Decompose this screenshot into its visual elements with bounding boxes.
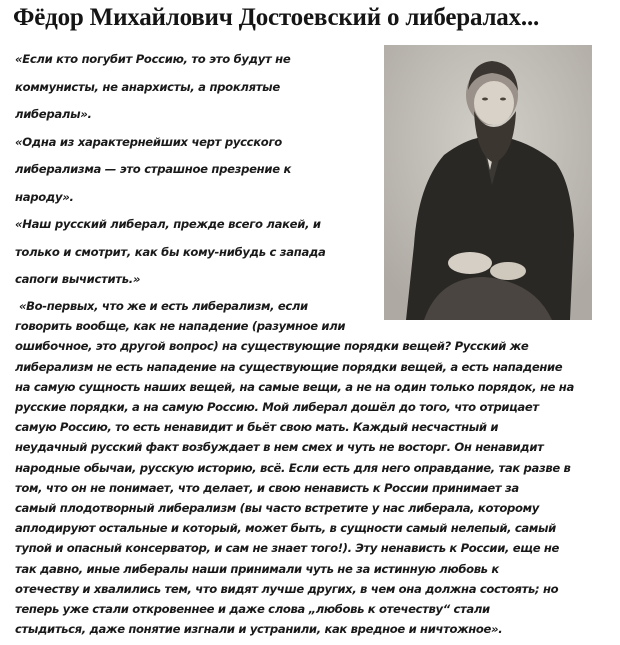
paragraph-line: том, что он не понимает, что делает, и свою ненависть к России принимает за bbox=[15, 480, 519, 495]
quote-line: «Наш русский либерал, прежде всего лакей, и bbox=[15, 217, 321, 231]
paragraph-line: отечеству и хвалились тем, что видят лучше других, в чем она должна состоять; но bbox=[15, 581, 559, 596]
paragraph-line: русские порядки, а на самую Россию. Мой либерал дошёл до того, что отрицает bbox=[15, 400, 539, 415]
paragraph-line: аплодируют остальные и который, может быть, в сущности самый нелепый, самый bbox=[15, 521, 556, 536]
paragraph-line: тупой и опасный консерватор, и сам не знает того!). Эту ненависть к России, еще не bbox=[15, 541, 560, 556]
paragraph-line: самый плодотворный либерализм (вы часто встретите у нас либерала, которому bbox=[15, 501, 539, 516]
paragraph-line: народные обычаи, русскую историю, всё. Если есть для него оправдание, так разве в bbox=[15, 460, 571, 475]
quote-line: народу». bbox=[15, 189, 74, 204]
quote-line: «Одна из характернейших черт русского bbox=[15, 134, 282, 149]
short-quotes-block bbox=[15, 46, 375, 294]
long-quote-paragraph bbox=[15, 296, 615, 639]
quote-line: только и смотрит, как бы кому-нибудь с запада bbox=[15, 244, 326, 259]
portrait-figure-icon bbox=[384, 45, 592, 320]
quote-line: либерализма — это страшное презрение к bbox=[15, 162, 292, 176]
paragraph-line: теперь уже стали откровеннее и даже слова „любовь к отечеству“ стали bbox=[15, 602, 490, 617]
paragraph-line: самую Россию, то есть ненавидит и бьёт свою мать. Каждый несчастный и bbox=[15, 420, 499, 435]
paragraph-line: ошибочное, это другой вопрос) на существующие порядки вещей? Русский же bbox=[15, 339, 529, 354]
paragraph-line: на самую сущность наших вещей, на самые вещи, а не на один только порядок, не на bbox=[15, 379, 574, 394]
portrait-photo bbox=[384, 45, 592, 320]
quote-line: либералы». bbox=[15, 107, 92, 121]
quote-line: коммунисты, не анархисты, а проклятые bbox=[15, 79, 280, 94]
paragraph-line: «Во-первых, что же и есть либерализм, если bbox=[19, 299, 308, 313]
page-title: Фёдор Михайлович Достоевский о либералах... bbox=[13, 4, 540, 31]
paragraph-line: стыдиться, даже понятие изгнали и устранили, как вредное и ничтожное». bbox=[15, 622, 503, 637]
paragraph-line: так давно, иные либералы наши принимали чуть не за истинную любовь к bbox=[15, 561, 499, 576]
paragraph-line: неудачный русский факт возбуждает в нем смех и чуть не восторг. Он ненавидит bbox=[15, 440, 544, 455]
paragraph-line: говорить вообще, как не нападение (разумное или bbox=[15, 319, 346, 334]
quote-line: сапоги вычистить.» bbox=[15, 272, 141, 286]
quote-line: «Если кто погубит Россию, то это будут не bbox=[15, 52, 291, 66]
paragraph-line: либерализм не есть нападение на существующие порядки вещей, а есть нападение bbox=[15, 359, 563, 374]
